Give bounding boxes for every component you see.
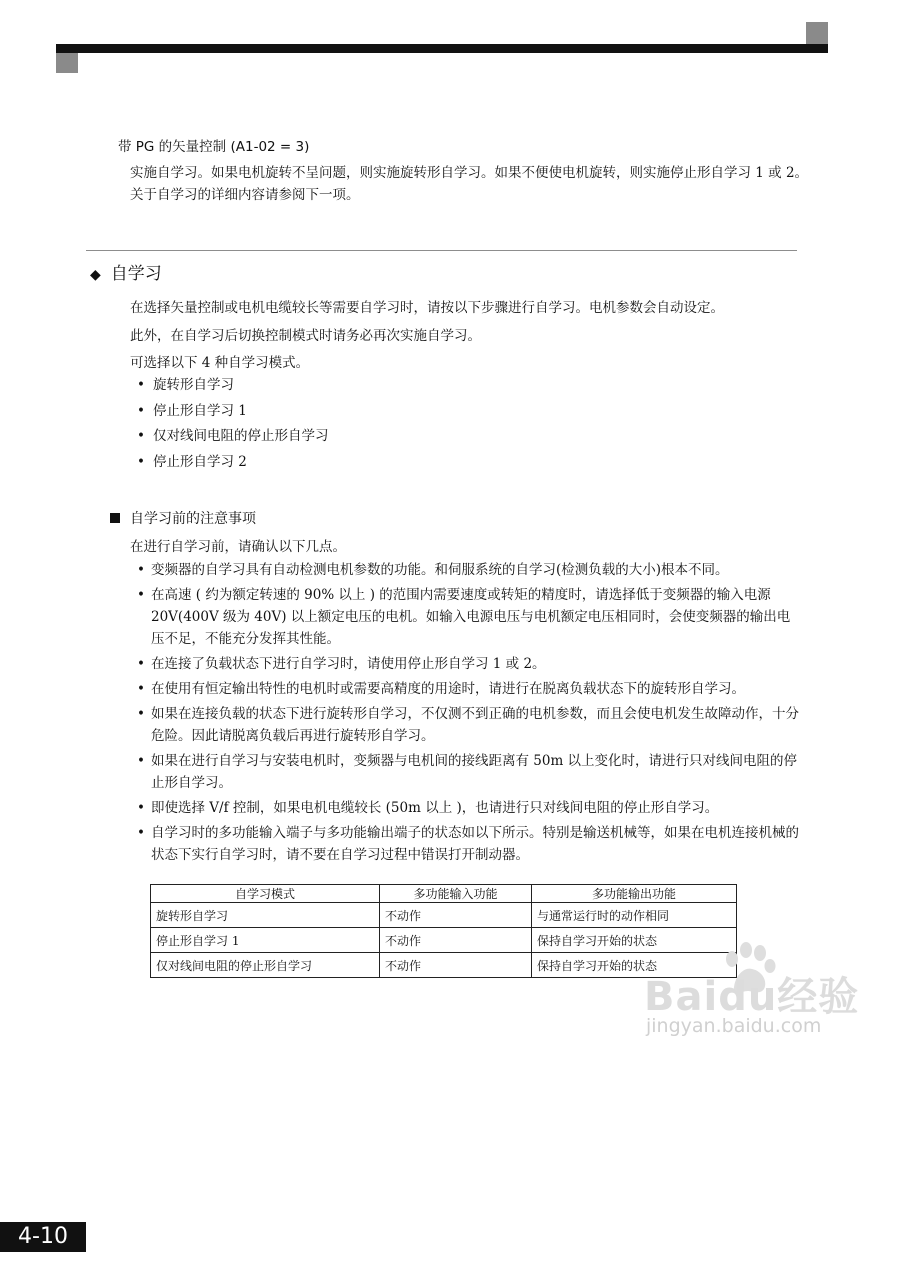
square-bullet-icon — [110, 513, 120, 523]
header-corner-block-right — [806, 22, 828, 44]
list-item: • 变频器的自学习具有自动检测电机参数的功能。和伺服系统的自学习(检测负载的大小)根本不同。 — [137, 562, 729, 578]
list-item: • 在高速 ( 约为额定转速的 90% 以上 ) 的范围内需要速度或转矩的精度时，请选择低于变频器的输入电源 20V(400V 级为 40V) 以上额定电压的电机。如输入电源电压与电机额定电压相同时，会使变频器的输出电压不足，不能充分发挥其性能。 — [137, 587, 791, 647]
header-rule — [56, 44, 828, 53]
precautions-list — [137, 559, 802, 869]
precautions-intro: 在进行自学习前，请确认以下几点。 — [130, 539, 346, 555]
table-header: 自学习模式 — [151, 885, 380, 903]
section-divider — [86, 250, 797, 251]
list-item: • 如果在连接负载的状态下进行旋转形自学习，不仅测不到正确的电机参数，而且会使电机发生故障动作，十分危险。因此请脱离负载后再进行旋转形自学习。 — [137, 706, 799, 744]
list-item: • 仅对线间电阻的停止形自学习 — [137, 428, 329, 444]
precautions-title: 自学习前的注意事项 — [130, 511, 256, 527]
table-cell: 旋转形自学习 — [151, 903, 380, 928]
table-cell: 与通常运行时的动作相同 — [532, 903, 737, 928]
table-cell: 保持自学习开始的状态 — [532, 953, 737, 978]
intro-paragraph: 实施自学习。如果电机旋转不呈问题，则实施旋转形自学习。如果不便使电机旋转，则实施停止形自学习 1 或 2。关于自学习的详细内容请参阅下一项。 — [130, 165, 809, 203]
list-item: • 在连接了负载状态下进行自学习时，请使用停止形自学习 1 或 2。 — [137, 656, 546, 672]
precautions-heading — [110, 508, 256, 528]
table-cell: 仅对线间电阻的停止形自学习 — [151, 953, 380, 978]
table-row — [151, 903, 737, 928]
section-heading — [90, 259, 162, 284]
table-header-row — [151, 885, 737, 903]
list-item: • 即使选择 V/f 控制，如果电机电缆较长 (50m 以上 )，也请进行只对线间电阻的停止形自学习。 — [137, 800, 719, 816]
list-item: • 旋转形自学习 — [137, 377, 234, 393]
table-cell: 不动作 — [380, 903, 532, 928]
watermark-brand: Baidu经验 — [644, 974, 860, 1020]
diamond-icon: ◆ — [90, 267, 101, 283]
section-para-3: 可选择以下 4 种自学习模式。 — [130, 355, 310, 371]
list-item: • 自学习时的多功能输入端子与多功能输出端子的状态如以下所示。特别是输送机械等，如果在电机连接机械的状态下实行自学习时，请不要在自学习过程中错误打开制动器。 — [137, 825, 799, 863]
header-corner-block-left — [56, 53, 78, 73]
control-mode-subheading: 带 PG 的矢量控制 (A1-02 = 3) — [118, 139, 310, 155]
table-cell: 停止形自学习 1 — [151, 928, 380, 953]
page-number: 4-10 — [0, 1222, 86, 1252]
list-item: • 停止形自学习 1 — [137, 402, 247, 419]
table-header: 多功能输入功能 — [380, 885, 532, 903]
autotune-mode-list — [137, 376, 328, 478]
table-cell: 不动作 — [380, 953, 532, 978]
table-cell: 保持自学习开始的状态 — [532, 928, 737, 953]
list-item: • 如果在进行自学习与安装电机时，变频器与电机间的接线距离有 50m 以上变化时，请进行只对线间电阻的停止形自学习。 — [137, 753, 798, 791]
section-para-2: 此外，在自学习后切换控制模式时请务必再次实施自学习。 — [130, 328, 481, 344]
section-title: 自学习 — [110, 264, 162, 284]
list-item: • 停止形自学习 2 — [137, 453, 247, 470]
watermark-url: jingyan.baidu.com — [646, 1015, 822, 1037]
table-header: 多功能输出功能 — [532, 885, 737, 903]
section-para-1: 在选择矢量控制或电机电缆较长等需要自学习时，请按以下步骤进行自学习。电机参数会自动设定。 — [130, 300, 724, 316]
baidu-watermark — [622, 935, 862, 1050]
list-item: • 在使用有恒定输出特性的电机时或需要高精度的用途时，请进行在脱离负载状态下的旋转形自学习。 — [137, 681, 745, 697]
table-cell: 不动作 — [380, 928, 532, 953]
